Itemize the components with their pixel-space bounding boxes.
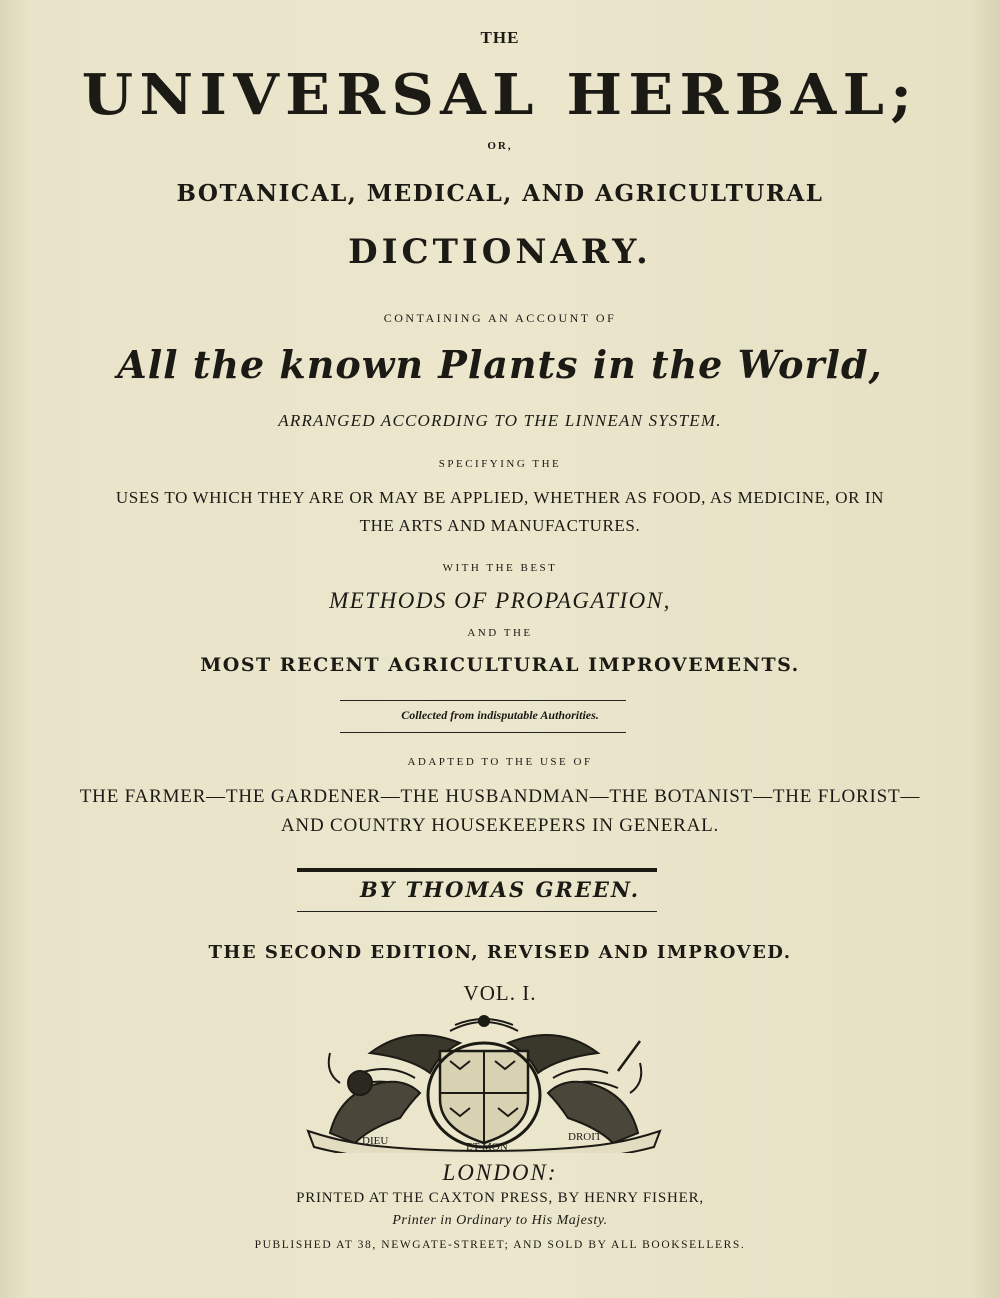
motto-right: DROIT — [568, 1131, 602, 1143]
adapted-line: ADAPTED TO THE USE OF — [407, 756, 593, 768]
rule-bottom — [340, 732, 626, 733]
audience-line-1: THE FARMER—THE GARDENER—THE HUSBANDMAN—THE BOTANIST—THE FLORIST— — [79, 786, 921, 807]
main-title: UNIVERSAL HERBAL; — [81, 62, 919, 128]
improvements-line: MOST RECENT AGRICULTURAL IMPROVEMENTS. — [200, 654, 800, 676]
motto-left: DIEU — [362, 1135, 389, 1147]
uses-line-2: THE ARTS AND MANUFACTURES. — [359, 516, 641, 535]
printer-role-line: Printer in Ordinary to His Majesty. — [392, 1213, 608, 1228]
uses-line-1: USES TO WHICH THEY ARE OR MAY BE APPLIED, WHETHER AS FOOD, AS MEDICINE, OR IN — [115, 488, 885, 507]
audience-line-2: AND COUNTRY HOUSEKEEPERS IN GENERAL. — [280, 815, 720, 836]
with-the-best-line: WITH THE BEST — [442, 562, 558, 574]
subtitle: BOTANICAL, MEDICAL, AND AGRICULTURAL — [176, 180, 824, 207]
collected-line: Collected from indisputable Authorities. — [401, 708, 599, 722]
printed-line: PRINTED AT THE CAXTON PRESS, BY HENRY FISHER, — [296, 1190, 704, 1206]
volume-line: VOL. I. — [463, 981, 537, 1005]
london-line: LONDON: — [442, 1160, 558, 1185]
containing-line: CONTAINING AN ACCOUNT OF — [383, 311, 617, 325]
arranged-line: ARRANGED ACCORDING TO THE LINNEAN SYSTEM. — [278, 411, 722, 430]
methods-line: METHODS OF PROPAGATION, — [329, 588, 671, 613]
royal-crest-image — [300, 1013, 668, 1153]
published-line: PUBLISHED AT 38, NEWGATE-STREET; AND SOLD BY ALL BOOKSELLERS. — [254, 1239, 746, 1251]
title-the: THE — [480, 28, 520, 47]
specifying-line: SPECIFYING THE — [438, 458, 562, 470]
dictionary-heading: DICTIONARY. — [348, 232, 652, 272]
edition-line: THE SECOND EDITION, REVISED AND IMPROVED. — [208, 942, 792, 963]
and-the-line: AND THE — [467, 627, 533, 639]
author-line: BY THOMAS GREEN. — [359, 877, 641, 902]
rule-top — [340, 700, 626, 701]
author-rule-top — [297, 868, 657, 872]
title-or: OR, — [487, 140, 513, 152]
author-rule-bottom — [297, 911, 657, 912]
motto-mid: ET MON — [466, 1141, 508, 1153]
all-plants-line: All the known Plants in the World, — [117, 342, 883, 387]
